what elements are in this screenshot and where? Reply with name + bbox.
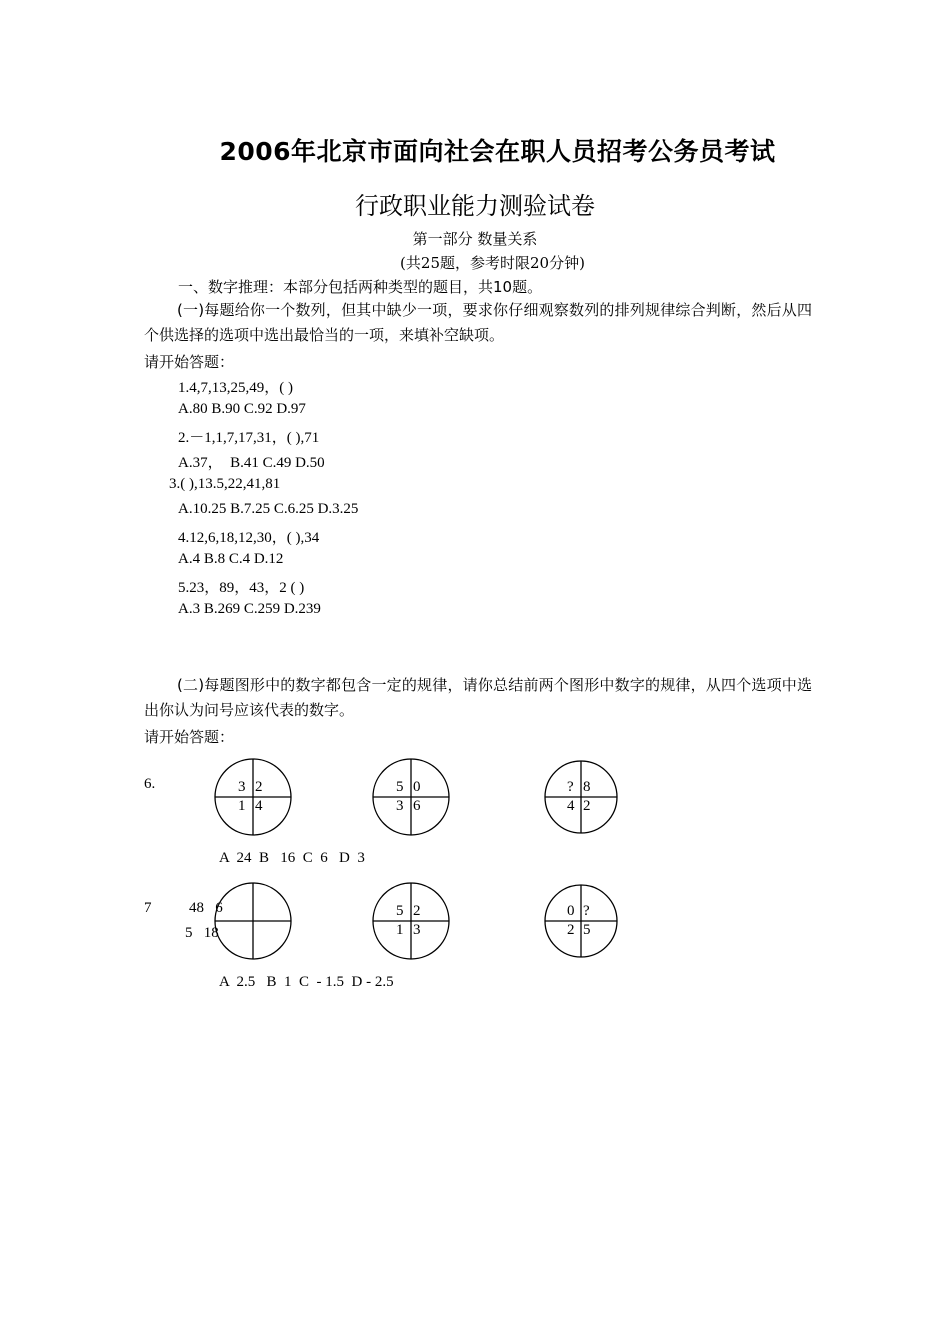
q7-c2-tr: 2 xyxy=(413,903,421,919)
question-7-top-values: 48 6 xyxy=(189,900,223,916)
q7-c2-br: 3 xyxy=(413,922,421,938)
section-heading: 第一部分 数量关系 xyxy=(412,230,538,248)
q6-c1-tr: 2 xyxy=(255,779,263,795)
q6-c2-br: 6 xyxy=(413,798,421,814)
part2-start: 请开始答题： xyxy=(144,728,235,746)
question-6-options: A 24 B 16 C 6 D 3 xyxy=(219,850,365,866)
part-intro: 一、数字推理：本部分包括两种类型的题目，共10题。 xyxy=(178,278,543,296)
question-4-options: A.4 B.8 C.4 D.12 xyxy=(178,551,284,567)
document-subtitle: 行政职业能力测验试卷 xyxy=(355,192,595,220)
question-7-bottom-values: 5 18 xyxy=(185,925,219,941)
q7-circle-2 xyxy=(373,883,449,959)
question-1: 1.4,7,13,25,49，( ) xyxy=(178,380,293,396)
q6-c3-tr: 8 xyxy=(583,779,591,795)
q7-c3-tl: 0 xyxy=(567,903,575,919)
question-2: 2.－1,1,7,17,31，( ),71 xyxy=(178,430,320,446)
q7-c3-br: 5 xyxy=(583,922,591,938)
question-3-options: A.10.25 B.7.25 C.6.25 D.3.25 xyxy=(178,501,359,517)
q6-c2-bl: 3 xyxy=(396,798,404,814)
q7-c3-bl: 2 xyxy=(567,922,575,938)
q6-c1-bl: 1 xyxy=(238,798,246,814)
q7-circle-1 xyxy=(215,883,291,959)
q7-c2-tl: 5 xyxy=(396,903,404,919)
question-3: 3.( ),13.5,22,41,81 xyxy=(169,476,281,492)
q6-c3-tl: ? xyxy=(567,779,574,795)
q6-c2-tr: 0 xyxy=(413,779,421,795)
part1-instructions: (一)每题给你一个数列，但其中缺少一项，要求你仔细观察数列的排列规律综合判断，然后从四个供选择的选项中选出最恰当的一项，来填补空缺项。 xyxy=(144,301,812,344)
q6-c1-br: 4 xyxy=(255,798,263,814)
question-1-options: A.80 B.90 C.92 D.97 xyxy=(178,401,306,417)
q7-circle-3 xyxy=(545,885,617,957)
q6-c2-tl: 5 xyxy=(396,779,404,795)
question-5: 5.23，89，43，2 ( ) xyxy=(178,580,305,596)
q7-c3-tr: ? xyxy=(583,903,590,919)
q6-circle-3 xyxy=(545,761,617,833)
question-2-options: A.37， B.41 C.49 D.50 xyxy=(178,455,325,471)
question-6-label: 6. xyxy=(144,776,156,792)
question-7-label: 7 xyxy=(144,900,152,916)
document-title: 2006年北京市面向社会在职人员招考公务员考试 xyxy=(219,137,776,166)
question-5-options: A.3 B.269 C.259 D.239 xyxy=(178,601,321,617)
question-7-options: A 2.5 B 1 C - 1.5 D - 2.5 xyxy=(219,974,394,990)
q6-c3-bl: 4 xyxy=(567,798,575,814)
question-4: 4.12,6,18,12,30，( ),34 xyxy=(178,530,320,546)
q7-c2-bl: 1 xyxy=(396,922,404,938)
part1-start: 请开始答题： xyxy=(144,353,235,371)
part2-instructions: (二)每题图形中的数字都包含一定的规律，请你总结前两个图形中数字的规律，从四个选项中选出你认为问号应该代表的数字。 xyxy=(144,676,812,719)
q6-c3-br: 2 xyxy=(583,798,591,814)
section-note: (共25题，参考时限20分钟) xyxy=(400,254,585,272)
q6-c1-tl: 3 xyxy=(238,779,246,795)
q6-circle-2 xyxy=(373,759,449,835)
q6-circle-1 xyxy=(215,759,291,835)
